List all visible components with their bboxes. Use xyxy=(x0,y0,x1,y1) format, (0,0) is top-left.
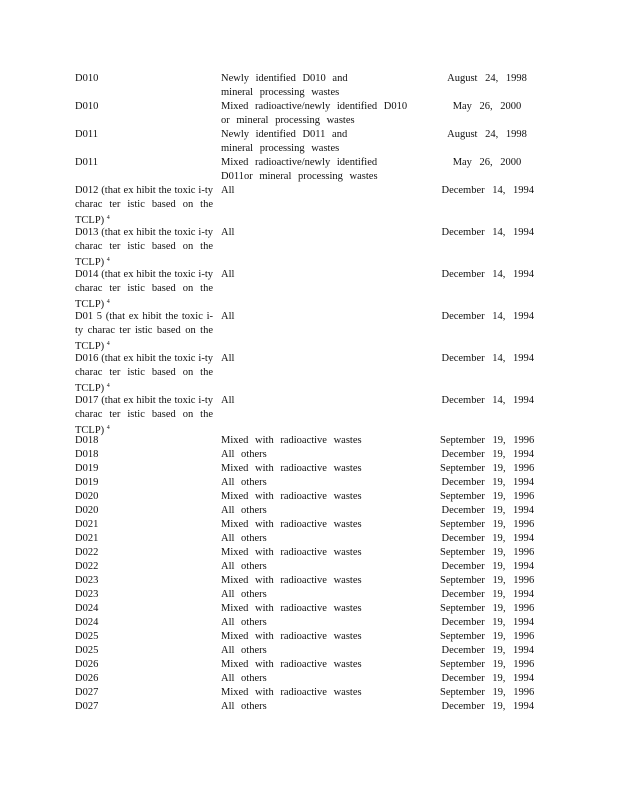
waste-description: Newly identified D010 and mineral processing wastes xyxy=(221,73,348,98)
waste-code: D025 xyxy=(75,645,99,656)
waste-code-text: D017 (that ex hibit the toxic i-ty charac ter istic based on the TCLP) xyxy=(75,395,213,436)
waste-code-text: D012 (that ex hibit the toxic i-ty charac ter istic based on the TCLP) xyxy=(75,185,213,226)
waste-code xyxy=(75,394,213,438)
waste-description: All xyxy=(221,269,235,280)
footnote-marker: 4 xyxy=(106,256,110,263)
effective-date: December 19, 1994 xyxy=(441,561,534,572)
waste-code: D019 xyxy=(75,477,99,488)
waste-code: D021 xyxy=(75,533,99,544)
waste-description: All others xyxy=(221,477,267,488)
effective-date: May 26, 2000 xyxy=(452,157,522,168)
waste-code: D021 xyxy=(75,519,99,530)
waste-code-text: D014 (that ex hibit the toxic i-ty charac ter istic based on the TCLP) xyxy=(75,269,213,310)
waste-description: All others xyxy=(221,505,267,516)
effective-date: December 14, 1994 xyxy=(441,269,534,280)
waste-description: All xyxy=(221,311,235,322)
waste-description: All others xyxy=(221,561,267,572)
effective-date: December 14, 1994 xyxy=(441,311,534,322)
effective-date: September 19, 1996 xyxy=(440,547,535,558)
waste-description: Mixed with radioactive wastes xyxy=(221,435,362,446)
waste-description: All others xyxy=(221,533,267,544)
waste-code: D011 xyxy=(75,129,98,140)
waste-description: Mixed radioactive/newly identified D011or mineral processing wastes xyxy=(221,157,378,182)
waste-description: All others xyxy=(221,645,267,656)
effective-date: December 19, 1994 xyxy=(441,449,534,460)
waste-code: D023 xyxy=(75,575,99,586)
waste-code: D026 xyxy=(75,673,99,684)
waste-code-text: D013 (that ex hibit the toxic i-ty charac ter istic based on the TCLP) xyxy=(75,227,213,268)
waste-description: All others xyxy=(221,617,267,628)
waste-description: All others xyxy=(221,449,267,460)
waste-description: Mixed with radioactive wastes xyxy=(221,659,362,670)
waste-code xyxy=(75,310,213,354)
footnote-marker: 4 xyxy=(106,382,110,389)
waste-code: D022 xyxy=(75,547,99,558)
waste-description: Newly identified D011 and mineral processing wastes xyxy=(221,129,348,154)
waste-description: Mixed with radioactive wastes xyxy=(221,687,362,698)
waste-description: All xyxy=(221,395,235,406)
effective-date: September 19, 1996 xyxy=(440,519,535,530)
waste-code xyxy=(75,184,213,228)
effective-date: September 19, 1996 xyxy=(440,435,535,446)
waste-code xyxy=(75,352,213,396)
effective-date: December 19, 1994 xyxy=(441,673,534,684)
waste-code: D024 xyxy=(75,617,99,628)
waste-code: D020 xyxy=(75,505,99,516)
waste-description: Mixed with radioactive wastes xyxy=(221,603,362,614)
waste-description: Mixed radioactive/newly identified D010 or mineral processing wastes xyxy=(221,101,408,126)
effective-date: December 14, 1994 xyxy=(441,185,534,196)
effective-date: September 19, 1996 xyxy=(440,659,535,670)
waste-description: Mixed with radioactive wastes xyxy=(221,631,362,642)
waste-description: All xyxy=(221,227,235,238)
waste-code: D010 xyxy=(75,73,99,84)
waste-code: D027 xyxy=(75,701,99,712)
effective-date: August 24, 1998 xyxy=(447,73,527,84)
effective-date: September 19, 1996 xyxy=(440,575,535,586)
waste-description: Mixed with radioactive wastes xyxy=(221,547,362,558)
waste-code: D023 xyxy=(75,589,99,600)
waste-description: All xyxy=(221,353,235,364)
footnote-marker: 4 xyxy=(106,298,110,305)
footnote-marker: 4 xyxy=(106,214,110,221)
effective-date: September 19, 1996 xyxy=(440,687,535,698)
waste-code-text: D01 5 (that ex hibit the toxic i-ty charac ter istic based on the TCLP) xyxy=(75,311,213,352)
waste-code: D026 xyxy=(75,659,99,670)
waste-code: D020 xyxy=(75,491,99,502)
waste-description: Mixed with radioactive wastes xyxy=(221,491,362,502)
effective-date: December 19, 1994 xyxy=(441,477,534,488)
waste-code: D018 xyxy=(75,435,99,446)
footnote-marker: 4 xyxy=(106,424,110,431)
effective-date: September 19, 1996 xyxy=(440,631,535,642)
waste-code: D018 xyxy=(75,449,99,460)
effective-date: September 19, 1996 xyxy=(440,603,535,614)
effective-date: December 19, 1994 xyxy=(441,701,534,712)
waste-code-text: D016 (that ex hibit the toxic i-ty charac ter istic based on the TCLP) xyxy=(75,353,213,394)
effective-date: December 19, 1994 xyxy=(441,505,534,516)
waste-description: Mixed with radioactive wastes xyxy=(221,463,362,474)
waste-code: D027 xyxy=(75,687,99,698)
waste-description: All xyxy=(221,185,235,196)
effective-date: December 14, 1994 xyxy=(441,395,534,406)
waste-code: D024 xyxy=(75,603,99,614)
waste-description: Mixed with radioactive wastes xyxy=(221,519,362,530)
effective-date: September 19, 1996 xyxy=(440,491,535,502)
waste-code: D022 xyxy=(75,561,99,572)
footnote-marker: 4 xyxy=(106,340,110,347)
waste-code: D019 xyxy=(75,463,99,474)
waste-description: Mixed with radioactive wastes xyxy=(221,575,362,586)
effective-date: September 19, 1996 xyxy=(440,463,535,474)
effective-date: August 24, 1998 xyxy=(447,129,527,140)
effective-date: December 19, 1994 xyxy=(441,589,534,600)
effective-date: December 19, 1994 xyxy=(441,617,534,628)
waste-description: All others xyxy=(221,701,267,712)
waste-code xyxy=(75,226,213,270)
effective-date: May 26, 2000 xyxy=(452,101,522,112)
effective-date: December 19, 1994 xyxy=(441,533,534,544)
effective-date: December 19, 1994 xyxy=(441,645,534,656)
effective-date: December 14, 1994 xyxy=(441,227,534,238)
waste-description: All others xyxy=(221,589,267,600)
waste-code: D011 xyxy=(75,157,98,168)
waste-code: D025 xyxy=(75,631,99,642)
waste-code xyxy=(75,268,213,312)
effective-date: December 14, 1994 xyxy=(441,353,534,364)
waste-code: D010 xyxy=(75,101,99,112)
waste-description: All others xyxy=(221,673,267,684)
